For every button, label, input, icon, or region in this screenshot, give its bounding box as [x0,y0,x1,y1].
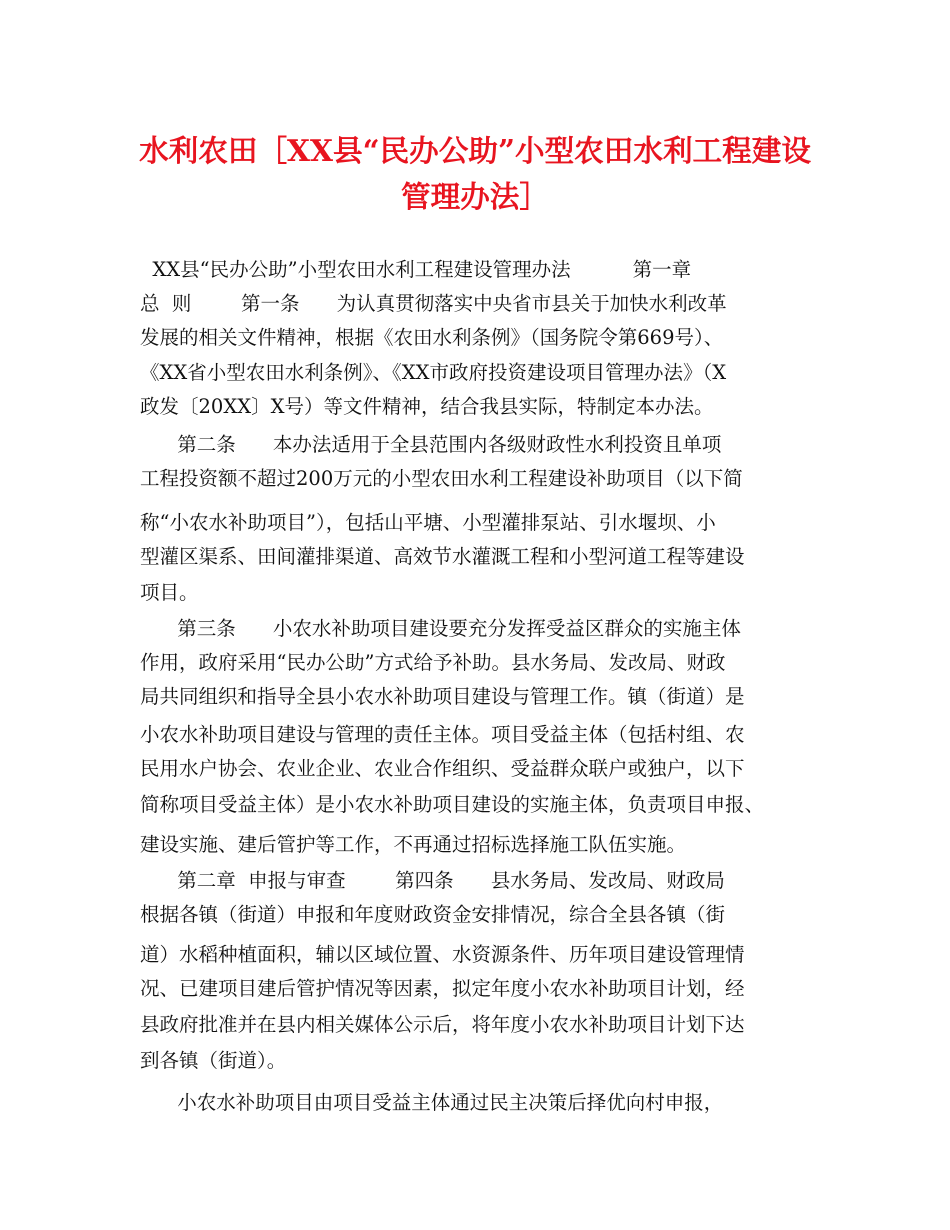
body-line: 总 则 第一条 为认真贯彻落实中央省市县关于加快水利改革 [140,292,727,315]
body-line: 到各镇（街道）。 [140,1049,287,1072]
body-line: 工程投资额不超过200万元的小型农田水利工程建设补助项目（以下简 [140,467,743,490]
body-line: XX县“民办公助”小型农田水利工程建设管理办法 第一章 [140,258,692,281]
body-line: 发展的相关文件精神，根据《农田水利条例》（国务院令第669号）、 [140,326,724,349]
body-line: 况、已建项目建后管护情况等因素，拟定年度小农水补助项目计划，经 [140,977,745,1000]
body-line: 第二章 申报与审查 第四条 县水务局、发改局、财政局 [140,869,725,892]
body-line: 第三条 小农水补助项目建设要充分发挥受益区群众的实施主体 [140,617,741,640]
body-line: 称“小农水补助项目”），包括山平塘、小型灌排泵站、引水堰坝、小 [140,511,716,534]
document-title-line-2: 管理办法］ [401,179,549,214]
body-line: 作用，政府采用“民办公助”方式给予补助。县水务局、发改局、财政 [140,651,726,674]
body-line: 第二条 本办法适用于全县范围内各级财政性水利投资且单项 [140,433,722,456]
body-line: 根据各镇（街道）申报和年度财政资金安排情况，综合全县各镇（街 [140,903,726,926]
body-line: 型灌区渠系、田间灌排渠道、高效节水灌溉工程和小型河道工程等建设 [140,545,745,568]
body-line: 简称项目受益主体）是小农水补助项目建设的实施主体，负责项目申报、 [140,793,765,816]
body-line: 项目。 [140,581,199,604]
document-title-line-1: 水利农田［XX县“民办公助”小型农田水利工程建设 [139,133,811,168]
body-line: 县政府批准并在县内相关媒体公示后，将年度小农水补助项目计划下达 [140,1013,745,1036]
body-line: 建设实施、建后管护等工作，不再通过招标选择施工队伍实施。 [140,833,687,856]
body-line: 政发〔20XX〕X号）等文件精神，结合我县实际，特制定本办法。 [140,395,714,418]
body-line: 道）水稻种植面积，辅以区域位置、水资源条件、历年项目建设管理情 [140,943,745,966]
body-line: 《XX省小型农田水利条例》、《XX市政府投资建设项目管理办法》（X [140,361,727,384]
body-line: 民用水户协会、农业企业、农业合作组织、受益群众联户或独户，以下 [140,757,745,780]
body-line: 局共同组织和指导全县小农水补助项目建设与管理工作。镇（街道）是 [140,685,745,708]
body-line: 小农水补助项目建设与管理的责任主体。项目受益主体（包括村组、农 [140,723,745,746]
body-line: 小农水补助项目由项目受益主体通过民主决策后择优向村申报， [140,1091,724,1114]
